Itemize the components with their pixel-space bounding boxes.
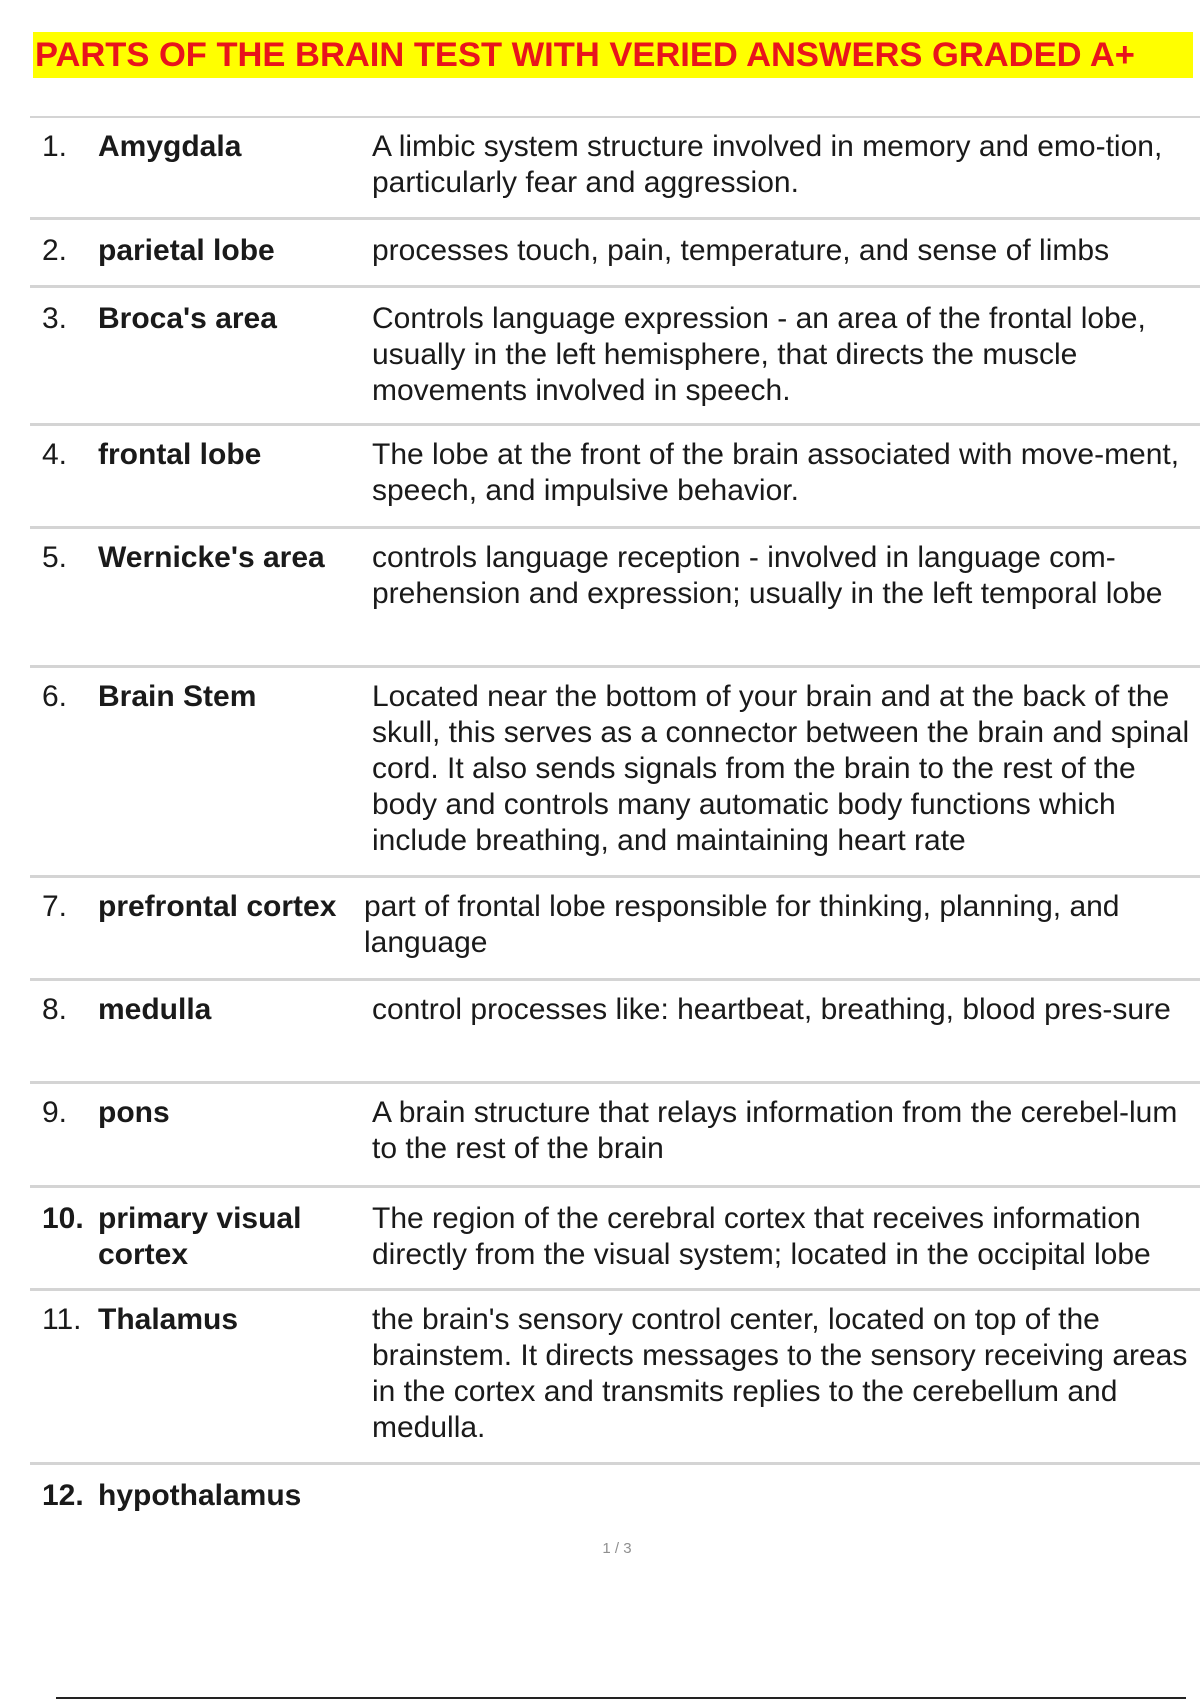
item-definition: part of frontal lobe responsible for thinking, planning, and language xyxy=(364,890,1120,959)
item-definition: A brain structure that relays information from the cerebel-lum to the rest of the brain xyxy=(372,1096,1178,1165)
item-term: Thalamus xyxy=(98,1303,239,1336)
item-definition: Controls language expression - an area of the frontal lobe, usually in the left hemisphere, that directs the muscle movements involved in speech. xyxy=(372,302,1146,407)
item-term: hypothalamus xyxy=(98,1479,302,1512)
item-term: frontal lobe xyxy=(98,438,262,471)
item-definition: The lobe at the front of the brain associated with move-ment, speech, and impulsive behavior. xyxy=(372,438,1180,507)
terms-table xyxy=(30,116,1200,1525)
item-number: 9. xyxy=(42,1096,68,1129)
item-number: 3. xyxy=(42,302,68,335)
table-row xyxy=(30,220,1200,288)
table-row xyxy=(30,426,1200,529)
table-row xyxy=(30,981,1200,1084)
table-row xyxy=(30,288,1200,426)
item-number: 4. xyxy=(42,438,68,471)
table-row xyxy=(30,668,1200,878)
item-term: Wernicke's area xyxy=(98,541,325,574)
table-row xyxy=(30,118,1200,220)
item-number: 1. xyxy=(42,130,68,163)
item-number: 6. xyxy=(42,680,68,713)
item-term: Brain Stem xyxy=(98,680,257,713)
item-number: 10. xyxy=(42,1202,84,1235)
item-term: Broca's area xyxy=(98,302,277,335)
item-definition: The region of the cerebral cortex that receives information directly from the visual system; located in the occipital lobe xyxy=(372,1202,1151,1271)
title-highlight xyxy=(33,32,1193,78)
table-row xyxy=(30,1084,1200,1188)
item-definition: processes touch, pain, temperature, and sense of limbs xyxy=(372,234,1110,267)
page-indicator: 1 / 3 xyxy=(602,1540,632,1557)
item-number: 11. xyxy=(42,1303,82,1336)
table-row xyxy=(30,878,1200,981)
table-row xyxy=(30,529,1200,668)
item-term: parietal lobe xyxy=(98,234,275,267)
bottom-divider xyxy=(56,1697,1186,1699)
item-term: prefrontal cortex xyxy=(98,890,337,923)
item-definition: controls language reception - involved in language com-prehension and expression; usually in the left temporal lobe xyxy=(372,541,1163,610)
item-number: 12. xyxy=(42,1479,84,1512)
page-title: PARTS OF THE BRAIN TEST WITH VERIED ANSWERS GRADED A+ xyxy=(35,36,1135,74)
item-term: Amygdala xyxy=(98,130,242,163)
table-row xyxy=(30,1465,1200,1525)
item-number: 7. xyxy=(42,890,68,923)
item-definition: the brain's sensory control center, located on top of the brainstem. It directs messages to the sensory receiving areas in the cortex and transmits replies to the cerebellum and medulla. xyxy=(372,1303,1188,1444)
item-term: pons xyxy=(98,1096,170,1129)
item-term: primary visual cortex xyxy=(98,1202,302,1271)
item-definition: control processes like: heartbeat, breathing, blood pres-sure xyxy=(372,993,1171,1026)
item-definition: A limbic system structure involved in memory and emo-tion, particularly fear and aggression. xyxy=(372,130,1163,199)
item-definition: Located near the bottom of your brain and at the back of the skull, this serves as a connector between the brain and spinal cord. It also sends signals from the brain to the rest of the body and controls many automatic body functions which include breathing, and maintaining heart rate xyxy=(372,680,1190,857)
item-term: medulla xyxy=(98,993,212,1026)
item-number: 5. xyxy=(42,541,68,574)
item-number: 2. xyxy=(42,234,68,267)
table-row xyxy=(30,1188,1200,1291)
item-number: 8. xyxy=(42,993,68,1026)
table-row xyxy=(30,1291,1200,1465)
